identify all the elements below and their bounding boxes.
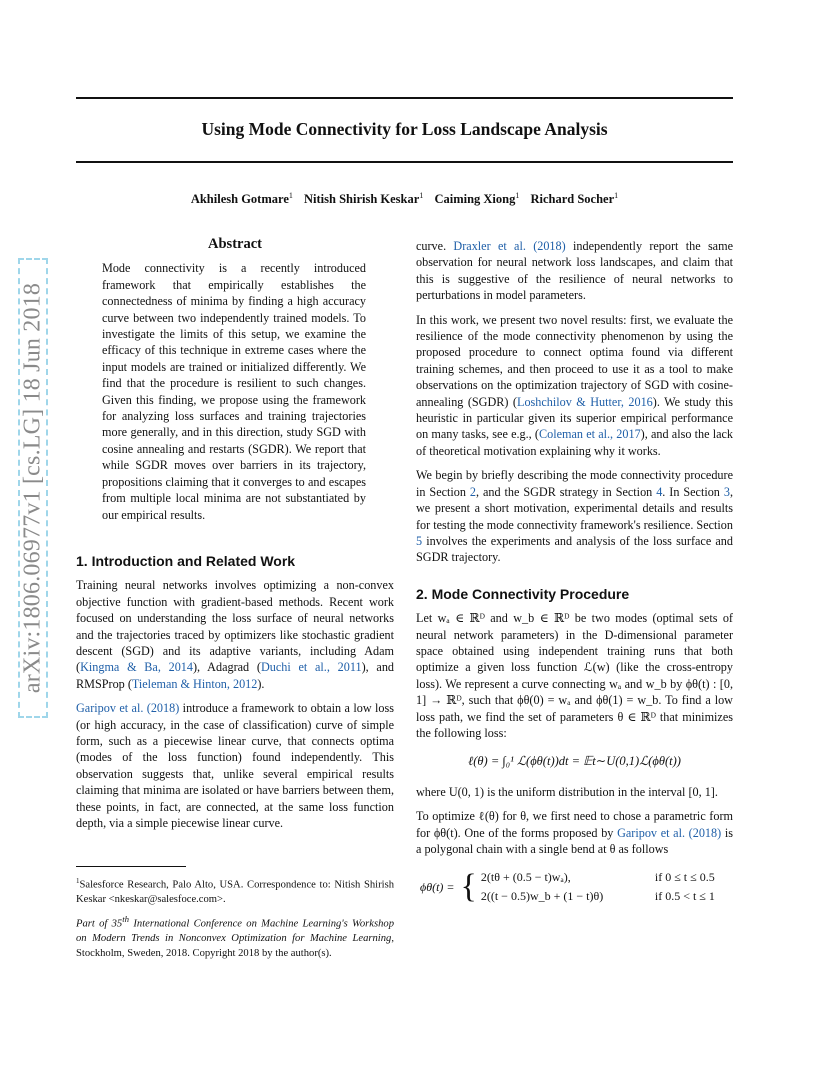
author-name: Nitish Shirish Keskar	[304, 192, 420, 207]
affiliation-mark: 1	[288, 191, 293, 200]
arxiv-identifier[interactable]: arXiv:1806.06977v1 [cs.LG] 18 Jun 2018	[19, 282, 46, 694]
title-bottom-rule	[76, 161, 733, 163]
intro-paragraph: In this work, we present two novel results: first, we evaluate the resilience of the mode connectivity phenomenon by using the proposed procedure to connect optima found via different training schemes, and then proceed to use it as a tool to make observations on the optimization trajectory of SGD with cosine-annealing (SGDR) (Loshchilov & Hutter, 2016). We study this heuristic in particular given its superior empirical performance on many tasks, see e.g., (Coleman et al., 2017), and also the lack of theoretical motivation explaining why it works.	[416, 312, 734, 458]
footnote-rule	[76, 866, 186, 867]
intro-paragraph: Training neural networks involves optimizing a non-convex objective function with gradient-based methods. Recent work focused on understanding the loss surface of neural networks and the trajectories traced by optimizers like stochastic gradient descent (SGD) and its adaptive variants, including Adam (Kingma & Ba, 2014), Adagrad (Duchi et al., 2011), and RMSProp (Tieleman & Hinton, 2012).	[76, 578, 395, 691]
author-list	[76, 191, 733, 207]
abstract-heading: Abstract	[208, 236, 262, 252]
citation-link[interactable]: Coleman et al., 2017	[538, 427, 641, 442]
section-heading-introduction: 1. Introduction and Related Work	[76, 552, 296, 569]
affiliation-footnote: $^1$Salesforce Research, Palo Alto, USA. Correspondence to: Nitish Shirish Keskar <nkeskar@salesfoce.com>.	[76, 877, 394, 905]
top-rule	[76, 97, 733, 99]
citation-link[interactable]: Garipov et al. (2018)	[617, 825, 722, 840]
equation-lhs: ϕθ(t) =	[420, 879, 455, 894]
section-link[interactable]: 4	[656, 484, 663, 499]
abstract-body: Mode connectivity is a recently introduced framework that empirically establishes the connectedness of minima by finding a high accuracy curve between two independently trained models. To investigate the limits of this setup, we examine the efficacy of this technique in extreme cases where the input models are trained or initialized differently. We find that the procedure is resilient to such changes. Given this finding, we propose using the framework for analyzing loss surfaces and training trajectories more generally, and in this direction, study SGD with cosine annealing and restarts (SGDR). We report that while SGDR moves over barriers in its trajectory, propositions claiming that it converges to and escapes from multiple local minima are not substantiated by our empirical results.	[102, 261, 366, 522]
brace-symbol: {	[460, 867, 477, 905]
paper-title: Using Mode Connectivity for Loss Landscape Analysis	[201, 119, 608, 139]
equation-case: 2(tθ + (0.5 − t)wₐ),	[480, 870, 571, 885]
citation-link[interactable]: Tieleman & Hinton, 2012	[131, 676, 258, 691]
author-name: Akhilesh Gotmare	[190, 192, 289, 207]
method-paragraph: Let wₐ ∈ ℝᴰ and w_b ∈ ℝᴰ be two modes (optimal sets of neural network parameters) in the D-dimensional parameter space obtained using independent training runs that both optimize a given loss function ℒ(w) (like the cross-entropy loss). We represent a curve connecting wₐ and w_b by ϕθ(t) : [0, 1] → ℝᴰ, such that ϕθ(0) = wₐ and ϕθ(1) = w_b. To find a low loss path, we find the set of parameters θ ∈ ℝᴰ that minimizes the following loss:	[416, 611, 733, 740]
section-heading-mode-connectivity: 2. Mode Connectivity Procedure	[416, 585, 630, 602]
piecewise-equation	[420, 869, 733, 904]
affiliation-mark: 1	[614, 191, 619, 200]
affiliation-mark: 1	[515, 191, 520, 200]
equation-case: 2((t − 0.5)w_b + (1 − t)θ)	[480, 888, 604, 903]
equation-condition: if 0 ≤ t ≤ 0.5	[654, 870, 715, 885]
intro-paragraph: curve. Draxler et al. (2018) independently report the same observation for neural network loss landscapes, and claim that this is suggestive of the resilience of neural networks to perturbations in model parameters.	[416, 239, 733, 303]
citation-link[interactable]: Kingma & Ba, 2014	[80, 660, 193, 675]
equation-condition: if 0.5 < t ≤ 1	[654, 888, 715, 903]
right-column	[416, 238, 733, 904]
left-column	[76, 236, 394, 839]
conference-note: Part of 35th International Conference on Machine Learning's Workshop on Modern Trends in Nonconvex Optimization for Machine Learning, Stockholm, Sweden, 2018. Copyright 2018 by the author(s).	[76, 914, 394, 959]
section-link[interactable]: 3	[723, 484, 730, 499]
intro-paragraph: We begin by briefly describing the mode connectivity procedure in Section 2, and the SGDR strategy in Section 4. In Section 3, we present a short motivation, experimental details and results for testing the mode connectivity framework's resilience. Section 5 involves the experiments and analysis of the loss surface and SGDR trajectory.	[416, 468, 733, 565]
loss-equation: ℓ(θ) = ∫₀¹ ℒ(ϕθ(t))dt = 𝔼t∼U(0,1)ℒ(ϕθ(t))	[468, 754, 681, 769]
method-paragraph: To optimize ℓ(θ) for θ, we first need to chose a parametric form for ϕθ(t). One of the forms proposed by Garipov et al. (2018) is a polygonal chain with a single bend at θ as follows	[416, 809, 733, 856]
citation-link[interactable]: Garipov et al. (2018)	[76, 701, 180, 716]
citation-link[interactable]: Loshchilov & Hutter, 2016	[517, 394, 653, 409]
citation-link[interactable]: Duchi et al., 2011	[260, 660, 362, 675]
author-name: Richard Socher	[530, 192, 615, 207]
section-link[interactable]: 5	[416, 533, 423, 548]
author-name: Caiming Xiong	[434, 192, 516, 207]
section-link[interactable]: 2	[469, 484, 476, 499]
intro-paragraph: Garipov et al. (2018) introduce a framework to obtain a low loss (or high accuracy, in the case of classification) curve of simple form, such as a piecewise linear curve, that connects optima (modes of the loss function) found independently. This observation suggests that, unlike several empirical results claiming that minima are isolated or have barriers between them, these points, in fact, are connected, at the same loss function depth, via a simple piecewise linear curve.	[76, 701, 394, 830]
citation-link[interactable]: Draxler et al. (2018)	[453, 239, 566, 253]
method-paragraph: where U(0, 1) is the uniform distribution in the interval [0, 1].	[416, 784, 718, 799]
affiliation-mark: 1	[419, 191, 424, 200]
